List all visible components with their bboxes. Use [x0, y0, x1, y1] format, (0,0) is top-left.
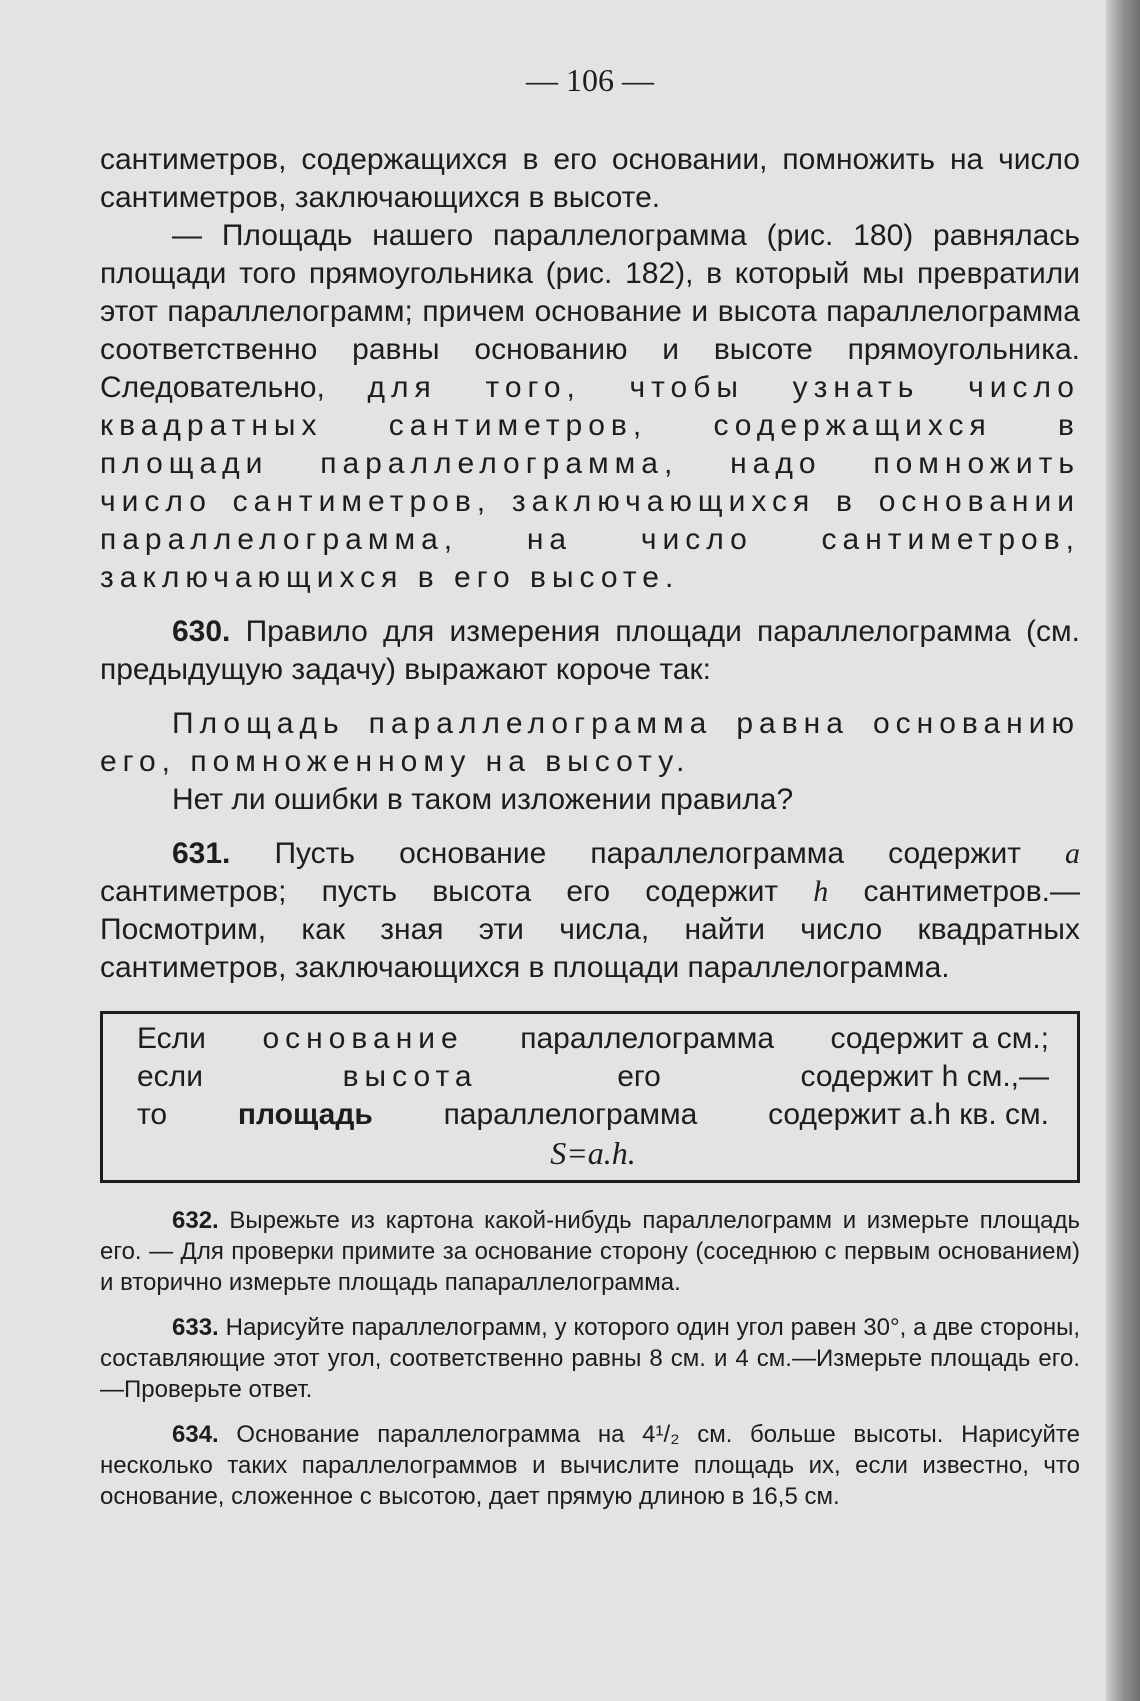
task-text-part: Пусть основание параллелограмма содержит — [274, 837, 1021, 870]
box-cell: содержит a см.; — [830, 1022, 1049, 1055]
box-cell: основание — [262, 1022, 464, 1055]
box-cell: то — [137, 1098, 168, 1131]
task-number: 631. — [172, 837, 231, 870]
formula-box-row — [137, 1058, 1049, 1096]
box-cell: высота — [342, 1060, 478, 1093]
paragraph-area-explanation — [100, 217, 1080, 597]
box-cell: содержит h см.,— — [800, 1060, 1049, 1093]
task-number: 630. — [172, 615, 231, 648]
paragraph-spaced-rule: для того, чтобы узнать число квадратных сантиметров, содержащихся в площади параллелограмма, надо помножить число сантиметров, заключающихся в основании параллелограмма, на число сантиметров, заключающихся в его высоте. — [100, 371, 1080, 594]
box-cell-bold: площадь — [237, 1098, 373, 1131]
variable-a: a — [1065, 837, 1080, 870]
formula-box — [100, 1011, 1080, 1183]
box-cell: содержит a.h кв. см. — [768, 1098, 1049, 1131]
box-cell: Если — [137, 1022, 206, 1055]
box-cell: если — [137, 1060, 203, 1093]
task-633 — [100, 1312, 1080, 1405]
task-text: Основание параллелограмма на 4¹/₂ см. больше высоты. Нарисуйте несколько таких параллелограммов и вычислите площадь их, если известно, что основание, сложенное с высотою, дает прямую длиною в 16,5 см. — [100, 1421, 1080, 1510]
task-630 — [100, 613, 1080, 689]
task-631 — [100, 835, 1080, 987]
task-number: 634. — [172, 1421, 219, 1448]
page-content — [100, 62, 1080, 1512]
paragraph-continuation: сантиметров, содержащихся в его основании, помножить на число сантиметров, заключающихся в высоте. — [100, 143, 1080, 214]
paragraph-normal-text: — Площадь нашего параллелограмма (рис. 180) равнялась площади того прямоугольника (рис. 182), в который мы превратили этот параллелограмм; причем основание и высота параллелограмма соответственно равны основанию и высоте прямоугольника. Следовательно, — [100, 219, 1080, 404]
task-text-part: сантиметров; пусть высота его содержит — [100, 875, 779, 908]
task-number: 632. — [172, 1207, 219, 1234]
task-text: Нарисуйте параллелограмм, у которого один угол равен 30°, а две стороны, составляющие этот угол, соответственно равны 8 см. и 4 см.—Измерьте площадь его.—Проверьте ответ. — [100, 1314, 1081, 1403]
task-630-rule: Площадь параллелограмма равна основанию его, помноженному на высоту. — [100, 707, 1080, 778]
box-cell: его — [617, 1060, 661, 1093]
task-text: Вырежьте из картона какой-нибудь параллелограмм и измерьте площадь его. — Для проверки примите за основание сторону (соседнюю с первым основанием) и вторично измерьте площадь папараллелограмма. — [100, 1207, 1080, 1296]
area-formula: S=a.h. — [550, 1135, 636, 1171]
page-number: — 106 — — [526, 62, 654, 98]
variable-h: h — [813, 875, 829, 908]
task-number: 633. — [172, 1314, 219, 1341]
task-630-question: Нет ли ошибки в таком изложении правила? — [172, 783, 794, 816]
task-634 — [100, 1419, 1080, 1512]
task-text-part: сантиметров.— Посмотрим, как зная эти числа, найти число квадратных сантиметров, заключающихся в площади параллелограмма. — [100, 875, 1080, 984]
box-cell: параллелограмма — [520, 1022, 775, 1055]
task-text: Правило для измерения площади параллелограмма (см. предыдущую задачу) выражают короче так: — [100, 615, 1080, 686]
scan-edge-shadow — [1106, 0, 1140, 1701]
formula-box-row — [137, 1020, 1049, 1058]
box-cell: параллелограмма — [443, 1098, 698, 1131]
formula-box-row — [137, 1096, 1049, 1134]
task-632 — [100, 1205, 1080, 1298]
